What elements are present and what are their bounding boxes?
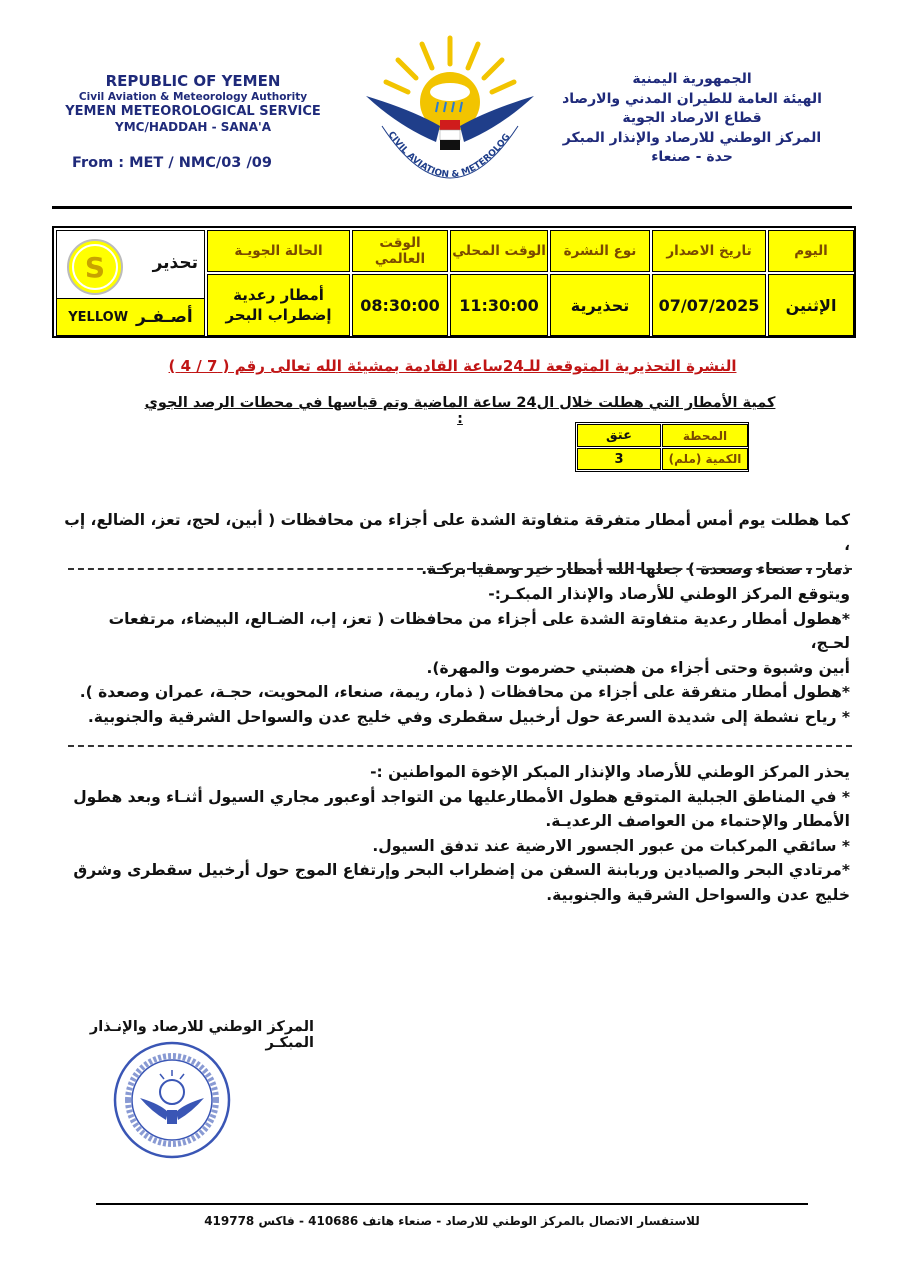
signature-text: المركز الوطني للارصاد والإنـذار المبكـر — [89, 1019, 314, 1051]
warning-level — [57, 298, 204, 335]
warning-label: تحذير — [152, 253, 198, 273]
th-amount: الكمية (ملم) — [662, 448, 748, 470]
th-station: المحطة — [662, 424, 748, 447]
warning-level-ar: أصـفـر — [136, 307, 193, 327]
official-stamp — [112, 1040, 232, 1160]
td-bulletin-type: تحذيرية — [550, 274, 650, 336]
warning-badge-letter: S — [84, 251, 106, 284]
forecast-line3: أبين وشبوة وحتى أجزاء من هضبتي حضرموت والمهرة). — [426, 658, 850, 677]
rainfall-heading: كمية الأمطار التي هطلت خلال ال24 ساعة الماضية وتم قياسها في محطات الرصد الجوي : — [144, 395, 776, 427]
warning-line2: * في المناطق الجبلية المتوقع هطول الأمطارعليها من التواجد أوعبور مجاري السيول أثنـاء وبعد هطول — [73, 787, 850, 806]
th-issue-date: تاريخ الاصدار — [652, 230, 766, 272]
weather-state-line2: إضطراب البحر — [225, 306, 332, 324]
warning-line3: الأمطار والإحتماء من العواصف الرعديـة. — [545, 812, 850, 830]
forecast-line5: * رياح نشطة إلى شديدة السرعة حول أرخبيل سقطرى وفي خليج عدن والسواحل الشرقية والجنوبية. — [87, 707, 850, 726]
td-issue-date: 07/07/2025 — [652, 274, 766, 336]
warning-line4: * سائقي المركبات من عبور الجسور الارضية عند تدفق السيول. — [372, 836, 850, 855]
td-local-time: 11:30:00 — [450, 274, 548, 336]
warning-level-en: YELLOW — [68, 309, 129, 325]
english-header — [58, 72, 328, 135]
from-reference: From : MET / NMC/03 /09 — [72, 155, 272, 171]
warning-block — [56, 230, 205, 336]
td-day: الإثنين — [768, 274, 854, 336]
para1-line1: كما هطلت يوم أمس أمطار متفرقة متفاوتة الشدة على أجزاء من محافظات ( أبين، لحج، تعز، الضالع، إب ، — [64, 511, 850, 554]
center-name-ar: المركز الوطني للارصاد والإنذار المبكر — [562, 129, 822, 146]
th-utc-time: الوقت العالمي — [352, 230, 448, 272]
th-weather-state: الحالة الجويـة — [207, 230, 350, 272]
authority-logo — [352, 30, 548, 198]
footer-contact: للاستفسار الاتصال بالمركز الوطني للارصاد - صنعاء هاتف 410686 - فاكس 419778 — [204, 1214, 700, 1228]
td-utc-time: 08:30:00 — [352, 274, 448, 336]
dashed-divider-1 — [68, 568, 852, 570]
authority-name-ar: الهيئة العامة للطيران المدني والارصاد — [562, 90, 822, 107]
th-local-time: الوقت المحلي — [450, 230, 548, 272]
authority-name-en: Civil Aviation & Meteorology Authority — [78, 90, 308, 103]
td-amount-value: 3 — [577, 448, 661, 470]
yesterday-rain-paragraph — [64, 508, 850, 582]
republic-title-en: REPUBLIC OF YEMEN — [105, 72, 281, 90]
header-divider — [52, 206, 852, 209]
logo-arc-text: CIVIL AVIATION & METEROLOG — [385, 129, 513, 181]
bulletin-info-table — [52, 226, 856, 338]
citizen-warning-section — [64, 760, 850, 907]
rainfall-station-table — [575, 422, 749, 472]
forecast-intro: ويتوقع المركز الوطني للأرصاد والإنذار المبكـر:- — [488, 585, 850, 603]
location-ar: حدة - صنعاء — [651, 149, 733, 166]
logo-emblem-icon — [352, 30, 548, 198]
service-name-en: YEMEN METEOROLOGICAL SERVICE — [65, 103, 321, 119]
cloud-icon — [430, 83, 470, 101]
footer-divider — [96, 1203, 808, 1205]
para1-line2: ذمار ، صنعاء وصعدة ) جعلها الله أمطار خير وسقيا بركـة. — [421, 560, 850, 578]
warning-intro: يحذر المركز الوطني للأرصاد والإنذار المبكر الإخوة المواطنين :- — [370, 763, 850, 781]
warning-badge-icon — [65, 237, 125, 297]
td-weather-state — [207, 274, 350, 336]
stamp-seal-icon — [112, 1040, 232, 1160]
republic-title-ar: الجمهورية اليمنية — [632, 71, 752, 87]
forecast-line2: *هطول أمطار رعدية متفاوتة الشدة على أجزاء من محافظات ( تعز، إب، الضـالع، البيضاء، مرتفعات لحـج، — [108, 609, 850, 652]
forecast-line4: *هطول أمطار متفرقة على أجزاء من محافظات ( ذمار، ريمة، صنعاء، المحويت، حجـة، عمران وصعدة ). — [79, 683, 850, 701]
th-bulletin-type: نوع النشرة — [550, 230, 650, 272]
forecast-section — [64, 582, 850, 729]
location-en: YMC/HADDAH - SANA'A — [115, 120, 271, 135]
td-station-name: عتق — [577, 424, 661, 447]
warning-line6: خليج عدن والسواحل الشرقية والجنوبية. — [546, 885, 850, 904]
warning-badge — [65, 237, 125, 297]
bulletin-title: النشرة التحذيرية المتوقعة للـ24ساعة القادمة بمشيئة الله تعالى رقم ( 7 / 4 ) — [168, 357, 737, 375]
warning-line5: *مرتادي البحر والصيادين وربابنة السفن من إضطراب البحر وإرتفاع الموج حول أرخبيل سقطرى وشرق — [73, 861, 850, 879]
th-day: اليوم — [768, 230, 854, 272]
sector-name-ar: قطاع الارصاد الجوية — [622, 110, 762, 127]
arabic-header — [542, 70, 842, 168]
dashed-divider-2 — [68, 745, 852, 747]
weather-state-line1: أمطار رعدية — [233, 286, 324, 304]
